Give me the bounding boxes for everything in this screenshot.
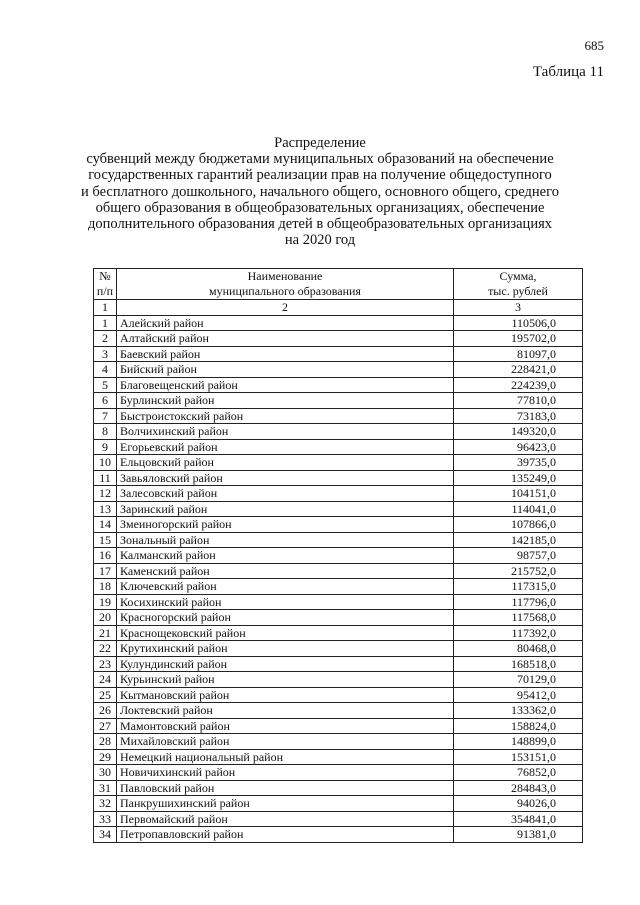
table-row [94, 610, 583, 626]
municipality-name: Алейский район [117, 315, 454, 331]
column-index: 2 [117, 300, 454, 316]
header-sum-line2: тыс. рублей [488, 284, 548, 298]
row-number: 17 [94, 563, 117, 579]
row-number: 20 [94, 610, 117, 626]
title-line: и бесплатного дошкольного, начального общего, основного общего, среднего [81, 183, 559, 200]
table-row [94, 672, 583, 688]
municipality-name: Калманский район [117, 548, 454, 564]
table-row [94, 377, 583, 393]
table-row [94, 703, 583, 719]
table-row [94, 439, 583, 455]
subvention-amount: 354841,0 [454, 811, 583, 827]
table-row [94, 579, 583, 595]
municipality-name: Кытмановский район [117, 687, 454, 703]
title-line: общего образования в общеобразовательных организациях, обеспечение [95, 199, 545, 216]
table-label: Таблица 11 [532, 64, 604, 80]
table-row [94, 687, 583, 703]
municipality-name: Михайловский район [117, 734, 454, 750]
row-number: 1 [94, 315, 117, 331]
row-number: 6 [94, 393, 117, 409]
table-row [94, 811, 583, 827]
header-sum-line1: Сумма, [499, 269, 537, 283]
header-name-line1: Наименование [247, 269, 323, 283]
municipality-name: Крутихинский район [117, 641, 454, 657]
municipality-name: Новичихинский район [117, 765, 454, 781]
subvention-amount: 96423,0 [454, 439, 583, 455]
row-number: 31 [94, 780, 117, 796]
municipality-name: Красногорский район [117, 610, 454, 626]
row-number: 19 [94, 594, 117, 610]
subvention-amount: 142185,0 [454, 532, 583, 548]
table-row [94, 486, 583, 502]
table-row [94, 362, 583, 378]
municipality-name: Немецкий национальный район [117, 749, 454, 765]
subvention-amount: 117315,0 [454, 579, 583, 595]
row-number: 14 [94, 517, 117, 533]
row-number: 33 [94, 811, 117, 827]
row-number: 27 [94, 718, 117, 734]
table-row [94, 827, 583, 843]
municipality-name: Первомайский район [117, 811, 454, 827]
header-name [117, 269, 454, 300]
table-row [94, 470, 583, 486]
subvention-amount: 224239,0 [454, 377, 583, 393]
table-row [94, 734, 583, 750]
row-number: 34 [94, 827, 117, 843]
row-number: 8 [94, 424, 117, 440]
table-row [94, 563, 583, 579]
municipality-name: Панкрушихинский район [117, 796, 454, 812]
subvention-amount: 95412,0 [454, 687, 583, 703]
subvention-amount: 228421,0 [454, 362, 583, 378]
subvention-amount: 284843,0 [454, 780, 583, 796]
subvention-amount: 135249,0 [454, 470, 583, 486]
subvention-amount: 110506,0 [454, 315, 583, 331]
row-number: 25 [94, 687, 117, 703]
municipality-name: Завьяловский район [117, 470, 454, 486]
subvention-amount: 114041,0 [454, 501, 583, 517]
table-body [94, 315, 583, 842]
distribution-table [93, 268, 583, 843]
row-number: 26 [94, 703, 117, 719]
municipality-name: Мамонтовский район [117, 718, 454, 734]
row-number: 21 [94, 625, 117, 641]
table-row [94, 532, 583, 548]
table-row [94, 346, 583, 362]
municipality-name: Локтевский район [117, 703, 454, 719]
municipality-name: Зональный район [117, 532, 454, 548]
row-number: 32 [94, 796, 117, 812]
table-row [94, 749, 583, 765]
title-line: государственных гарантий реализации прав на получение общедоступного [88, 167, 552, 184]
table-row [94, 455, 583, 471]
municipality-name: Заринский район [117, 501, 454, 517]
municipality-name: Курьинский район [117, 672, 454, 688]
row-number: 13 [94, 501, 117, 517]
table-row [94, 765, 583, 781]
subvention-amount: 76852,0 [454, 765, 583, 781]
municipality-name: Ключевский район [117, 579, 454, 595]
subvention-amount: 104151,0 [454, 486, 583, 502]
municipality-name: Змеиногорский район [117, 517, 454, 533]
document-title [60, 135, 580, 248]
table-row [94, 594, 583, 610]
table-row [94, 424, 583, 440]
row-number: 11 [94, 470, 117, 486]
table-row [94, 718, 583, 734]
row-number: 3 [94, 346, 117, 362]
municipality-name: Бийский район [117, 362, 454, 378]
header-number-line1: № [99, 269, 111, 283]
row-number: 4 [94, 362, 117, 378]
row-number: 16 [94, 548, 117, 564]
table-header-row [94, 269, 583, 300]
title-line: дополнительного образования детей в общеобразовательных организациях [88, 216, 552, 233]
table-row [94, 641, 583, 657]
subvention-amount: 215752,0 [454, 563, 583, 579]
municipality-name: Благовещенский район [117, 377, 454, 393]
row-number: 15 [94, 532, 117, 548]
subvention-amount: 107866,0 [454, 517, 583, 533]
row-number: 12 [94, 486, 117, 502]
column-index: 1 [94, 300, 117, 316]
row-number: 24 [94, 672, 117, 688]
row-number: 7 [94, 408, 117, 424]
header-number [94, 269, 117, 300]
subvention-amount: 77810,0 [454, 393, 583, 409]
row-number: 30 [94, 765, 117, 781]
table-row [94, 331, 583, 347]
header-name-line2: муниципального образования [209, 284, 361, 298]
municipality-name: Залесовский район [117, 486, 454, 502]
subvention-amount: 148899,0 [454, 734, 583, 750]
row-number: 22 [94, 641, 117, 657]
municipality-name: Баевский район [117, 346, 454, 362]
municipality-name: Косихинский район [117, 594, 454, 610]
subvention-amount: 133362,0 [454, 703, 583, 719]
subvention-amount: 39735,0 [454, 455, 583, 471]
title-line: Распределение [274, 135, 366, 151]
row-number: 28 [94, 734, 117, 750]
column-index: 3 [454, 300, 583, 316]
municipality-name: Каменский район [117, 563, 454, 579]
subvention-amount: 70129,0 [454, 672, 583, 688]
row-number: 18 [94, 579, 117, 595]
subvention-amount: 117392,0 [454, 625, 583, 641]
row-number: 2 [94, 331, 117, 347]
table-row [94, 408, 583, 424]
municipality-name: Краснощековский район [117, 625, 454, 641]
municipality-name: Алтайский район [117, 331, 454, 347]
subvention-amount: 168518,0 [454, 656, 583, 672]
table-row [94, 501, 583, 517]
municipality-name: Ельцовский район [117, 455, 454, 471]
subvention-amount: 81097,0 [454, 346, 583, 362]
row-number: 5 [94, 377, 117, 393]
municipality-name: Волчихинский район [117, 424, 454, 440]
header-sum [454, 269, 583, 300]
subvention-amount: 94026,0 [454, 796, 583, 812]
table-row [94, 548, 583, 564]
table-row [94, 780, 583, 796]
column-index-row [94, 300, 583, 316]
municipality-name: Петропавловский район [117, 827, 454, 843]
table-row [94, 625, 583, 641]
table-row [94, 656, 583, 672]
row-number: 23 [94, 656, 117, 672]
row-number: 10 [94, 455, 117, 471]
table-row [94, 517, 583, 533]
row-number: 29 [94, 749, 117, 765]
subvention-amount: 149320,0 [454, 424, 583, 440]
subvention-amount: 158824,0 [454, 718, 583, 734]
header-number-line2: п/п [96, 284, 114, 298]
municipality-name: Павловский район [117, 780, 454, 796]
table-row [94, 315, 583, 331]
title-line: субвенций между бюджетами муниципальных образований на обеспечение [86, 151, 554, 168]
subvention-amount: 73183,0 [454, 408, 583, 424]
row-number: 9 [94, 439, 117, 455]
page-number: 685 [584, 38, 604, 53]
subvention-amount: 195702,0 [454, 331, 583, 347]
subvention-amount: 153151,0 [454, 749, 583, 765]
subvention-amount: 117568,0 [454, 610, 583, 626]
subvention-amount: 117796,0 [454, 594, 583, 610]
subvention-amount: 98757,0 [454, 548, 583, 564]
table-row [94, 393, 583, 409]
subvention-amount: 91381,0 [454, 827, 583, 843]
title-line: на 2020 год [284, 232, 356, 249]
table-row [94, 796, 583, 812]
municipality-name: Быстроистокский район [117, 408, 454, 424]
subvention-amount: 80468,0 [454, 641, 583, 657]
municipality-name: Егорьевский район [117, 439, 454, 455]
municipality-name: Кулундинский район [117, 656, 454, 672]
municipality-name: Бурлинский район [117, 393, 454, 409]
